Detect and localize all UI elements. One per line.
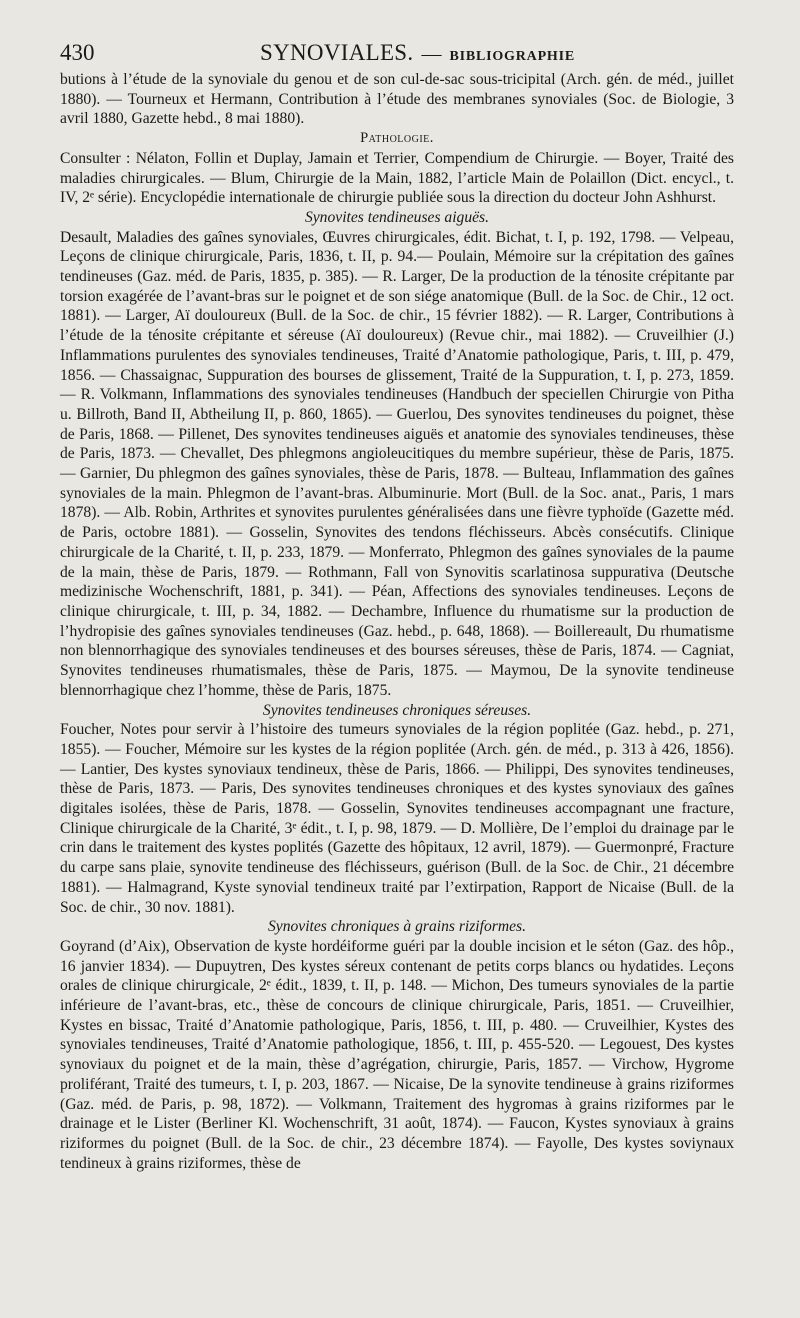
section-heading-pathologie: Pathologie. [360, 130, 434, 147]
page-number: 430 [60, 40, 95, 65]
section-heading-synovites-aigues: Synovites tendineuses aiguës. [304, 208, 490, 226]
bibliography-paragraph: Goyrand (d’Aix), Observation de kyste hordéiforme guéri par la double incision et le séton (Gaz. des hôp., 16 janvier 1834). — Dupuytren, Des kystes séreux contenant de petits corps blancs ou hydatides. Leçons orales de clinique chirurgicale, 2ᵉ édit., 1839, t. II, p. 148. — Michon, Des tumeurs synoviales de la partie inférieure de l’avant-bras, etc., thèse de concours de clinique chirurgicale, Paris, 1851. — Cruveilhier, Kystes en bissac, Traité d’Anatomie pathologique, Paris, 1856, t. III, p. 480. — Cruveilhier, Kystes des synoviales tendineuses, Traité d’Anatomie pathologique, 1856, t. III, p. 455-520. — Legouest, Des kystes synoviaux du poignet et de la main, thèse d’agrégation, chirurgie, Paris, 1857. — Virchow, Hygrome proliférant, Traité des tumeurs, t. I, p. 203, 1867. — Nicaise, De la synovite tendineuse à grains riziformes (Gaz. méd. de Paris, p. 98, 1872). — Volkmann, Traitement des hygromas à grains riziformes par le drainage et le Lister (Berliner Kl. Wochenschrift, 31 août, 1874). — Faucon, Kystes synoviaux à grains riziformes du poignet (Bull. de la Soc. de chir., 23 décembre 1874). — Fayolle, Des kystes soviynaux tendineux à grains riziformes, thèse de [60, 937, 734, 1172]
section-heading-grains-riziformes: Synovites chroniques à grains riziformes. [267, 918, 526, 936]
bibliography-paragraph: butions à l’étude de la synoviale du genou et de son cul-de-sac sous-tricipital (Arch. gén. de méd., juillet 1880). — Tourneux et Hermann, Contribution à l’étude des membranes synoviales (Soc. de Biologie, 3 avril 1880, Gazette hebd., 8 mai 1880). [60, 71, 734, 128]
running-subtitle: BIBLIOGRAPHIE [449, 49, 575, 64]
bibliography-text [60, 70, 734, 1173]
bibliography-paragraph: Consulter : Nélaton, Follin et Duplay, Jamain et Terrier, Compendium de Chirurgie. — Boyer, Traité des maladies chirurgicales. — Blum, Chirurgie de la Main, 1882, l’article Main de Polaillon (Dict. encycl., t. IV, 2ᵉ série). Encyclopédie internationale de chirurgie publiée sous la direction du docteur John Ashhurst. [60, 149, 734, 207]
bibliography-paragraph: Desault, Maladies des gaînes synoviales, Œuvres chirurgicales, édit. Bichat, t. I, p. 192, 1798. — Velpeau, Leçons de clinique chirurgicale, Paris, 1836, t. II, p. 94.— Poulain, Mémoire sur la crépitation des gaînes tendineuses (Gaz. méd. de Paris, 1835, p. 385). — R. Larger, De la production de la ténosite crépitante par torsion exagérée de l’avant-bras sur le poignet et de son siége anatomique (Bull. de la Soc. de Chir., 12 oct. 1881). — Larger, Aï douloureux (Bull. de la Soc. de chir., 15 février 1882). — R. Larger, Contributions à l’étude de la ténosite crépitante et séreuse (Aï douloureux) (Revue chir., mai 1882). — Cruveilhier (J.) Inflammations purulentes des synoviales tendineuses, Traité d’Anatomie pathologique, Paris, t. III, p. 479, 1856. — Chassaignac, Suppuration des bourses de glissement, Traité de la Suppuration, t. I, p. 273, 1859. — R. Volkmann, Inflammations des synoviales tendineuses (Handbuch der speciellen Chirurgie von Pitha u. Billroth, Band II, Abtheilung II, p. 860, 1865). — Guerlou, Des synovites tendineuses du poignet, thèse de Paris, 1868. — Pillenet, Des synovites tendineuses aiguës et anatomie des synoviales tendineuses, thèse de Paris, 1873. — Chevallet, Des phlegmons angioleucitiques du membre supérieur, thèse de Paris, 1875. — Garnier, Du phlegmon des gaînes synoviales, thèse de Paris, 1878. — Bulteau, Inflammation des gaînes synoviales de la main. Phlegmon de l’avant-bras. Albuminurie. Mort (Bull. de la Soc. anat., Paris, 1 mars 1878). — Alb. Robin, Arthrites et synovites purulentes généralisées dans une fièvre typhoïde (Gazette méd. de Paris, octobre 1881). — Gosselin, Synovites des tendons fléchisseurs. Abcès consécutifs. Clinique chirurgicale de la Charité, t. II, p. 233, 1879. — Monferrato, Phlegmon des gaînes synoviales de la paume de la main, thèse de Paris, 1879. — Rothmann, Fall von Synovitis scarlatinosa suppurativa (Deutsche medizinische Wochenschrift, 1881, p. 341). — Péan, Affections des synoviales tendineuses. Leçons de clinique chirurgicale, t. III, p. 34, 1882. — Dechambre, Influence du rhumatisme sur la production de l’hydropisie des gaînes synoviales tendineuses (Gaz. hebd., p. 648, 1868). — Boillereault, Du rhumatisme non blennorrhagique des synoviales tendineuses et des bourses séreuses, thèse de Paris, 1874. — Cagniat, Synovites tendineuses rhumatismales, thèse de Paris, 1875. — Maymou, De la synovite tendineuse blennorrhagique chez l’homme, thèse de Paris, 1875. [60, 228, 734, 699]
running-title: SYNOVIALES. [260, 40, 414, 65]
section-heading-synovites-chroniques-sereuses: Synovites tendineuses chroniques séreuses. [262, 701, 532, 719]
bibliography-paragraph: Foucher, Notes pour servir à l’histoire des tumeurs synoviales de la région poplitée (Gaz. hebd., p. 271, 1855). — Foucher, Mémoire sur les kystes de la région poplitée (Arch. gén. de méd., p. 313 à 426, 1856). — Lantier, Des kystes synoviaux tendineux, thèse de Paris, 1866. — Philippi, Des synovites tendineuses, thèse de Paris, 1873. — Paris, Des synovites tendineuses chroniques et des kystes synoviaux des gaînes digitales isolées, thèse de Paris, 1878. — Gosselin, Synovites tendineuses accompagnant une fracture, Clinique chirurgicale de la Charité, 3ᵉ édit., t. I, p. 98, 1879. — D. Mollière, De l’emploi du drainage par le crin dans le traitement des kystes poplités (Gazette des hôpitaux, 12 avril, 1879). — Guermonpré, Fracture du carpe sans plaie, synovite tendineuse des fléchisseurs, guérison (Bull. de la Soc. de Chir., 21 décembre 1881). — Halmagrand, Kyste synovial tendineux traité par l’extirpation, Rapport de Nicaise (Bull. de la Soc. de chir., 30 nov. 1881). [60, 721, 734, 916]
running-header [60, 40, 734, 70]
running-separator: — [421, 43, 442, 65]
